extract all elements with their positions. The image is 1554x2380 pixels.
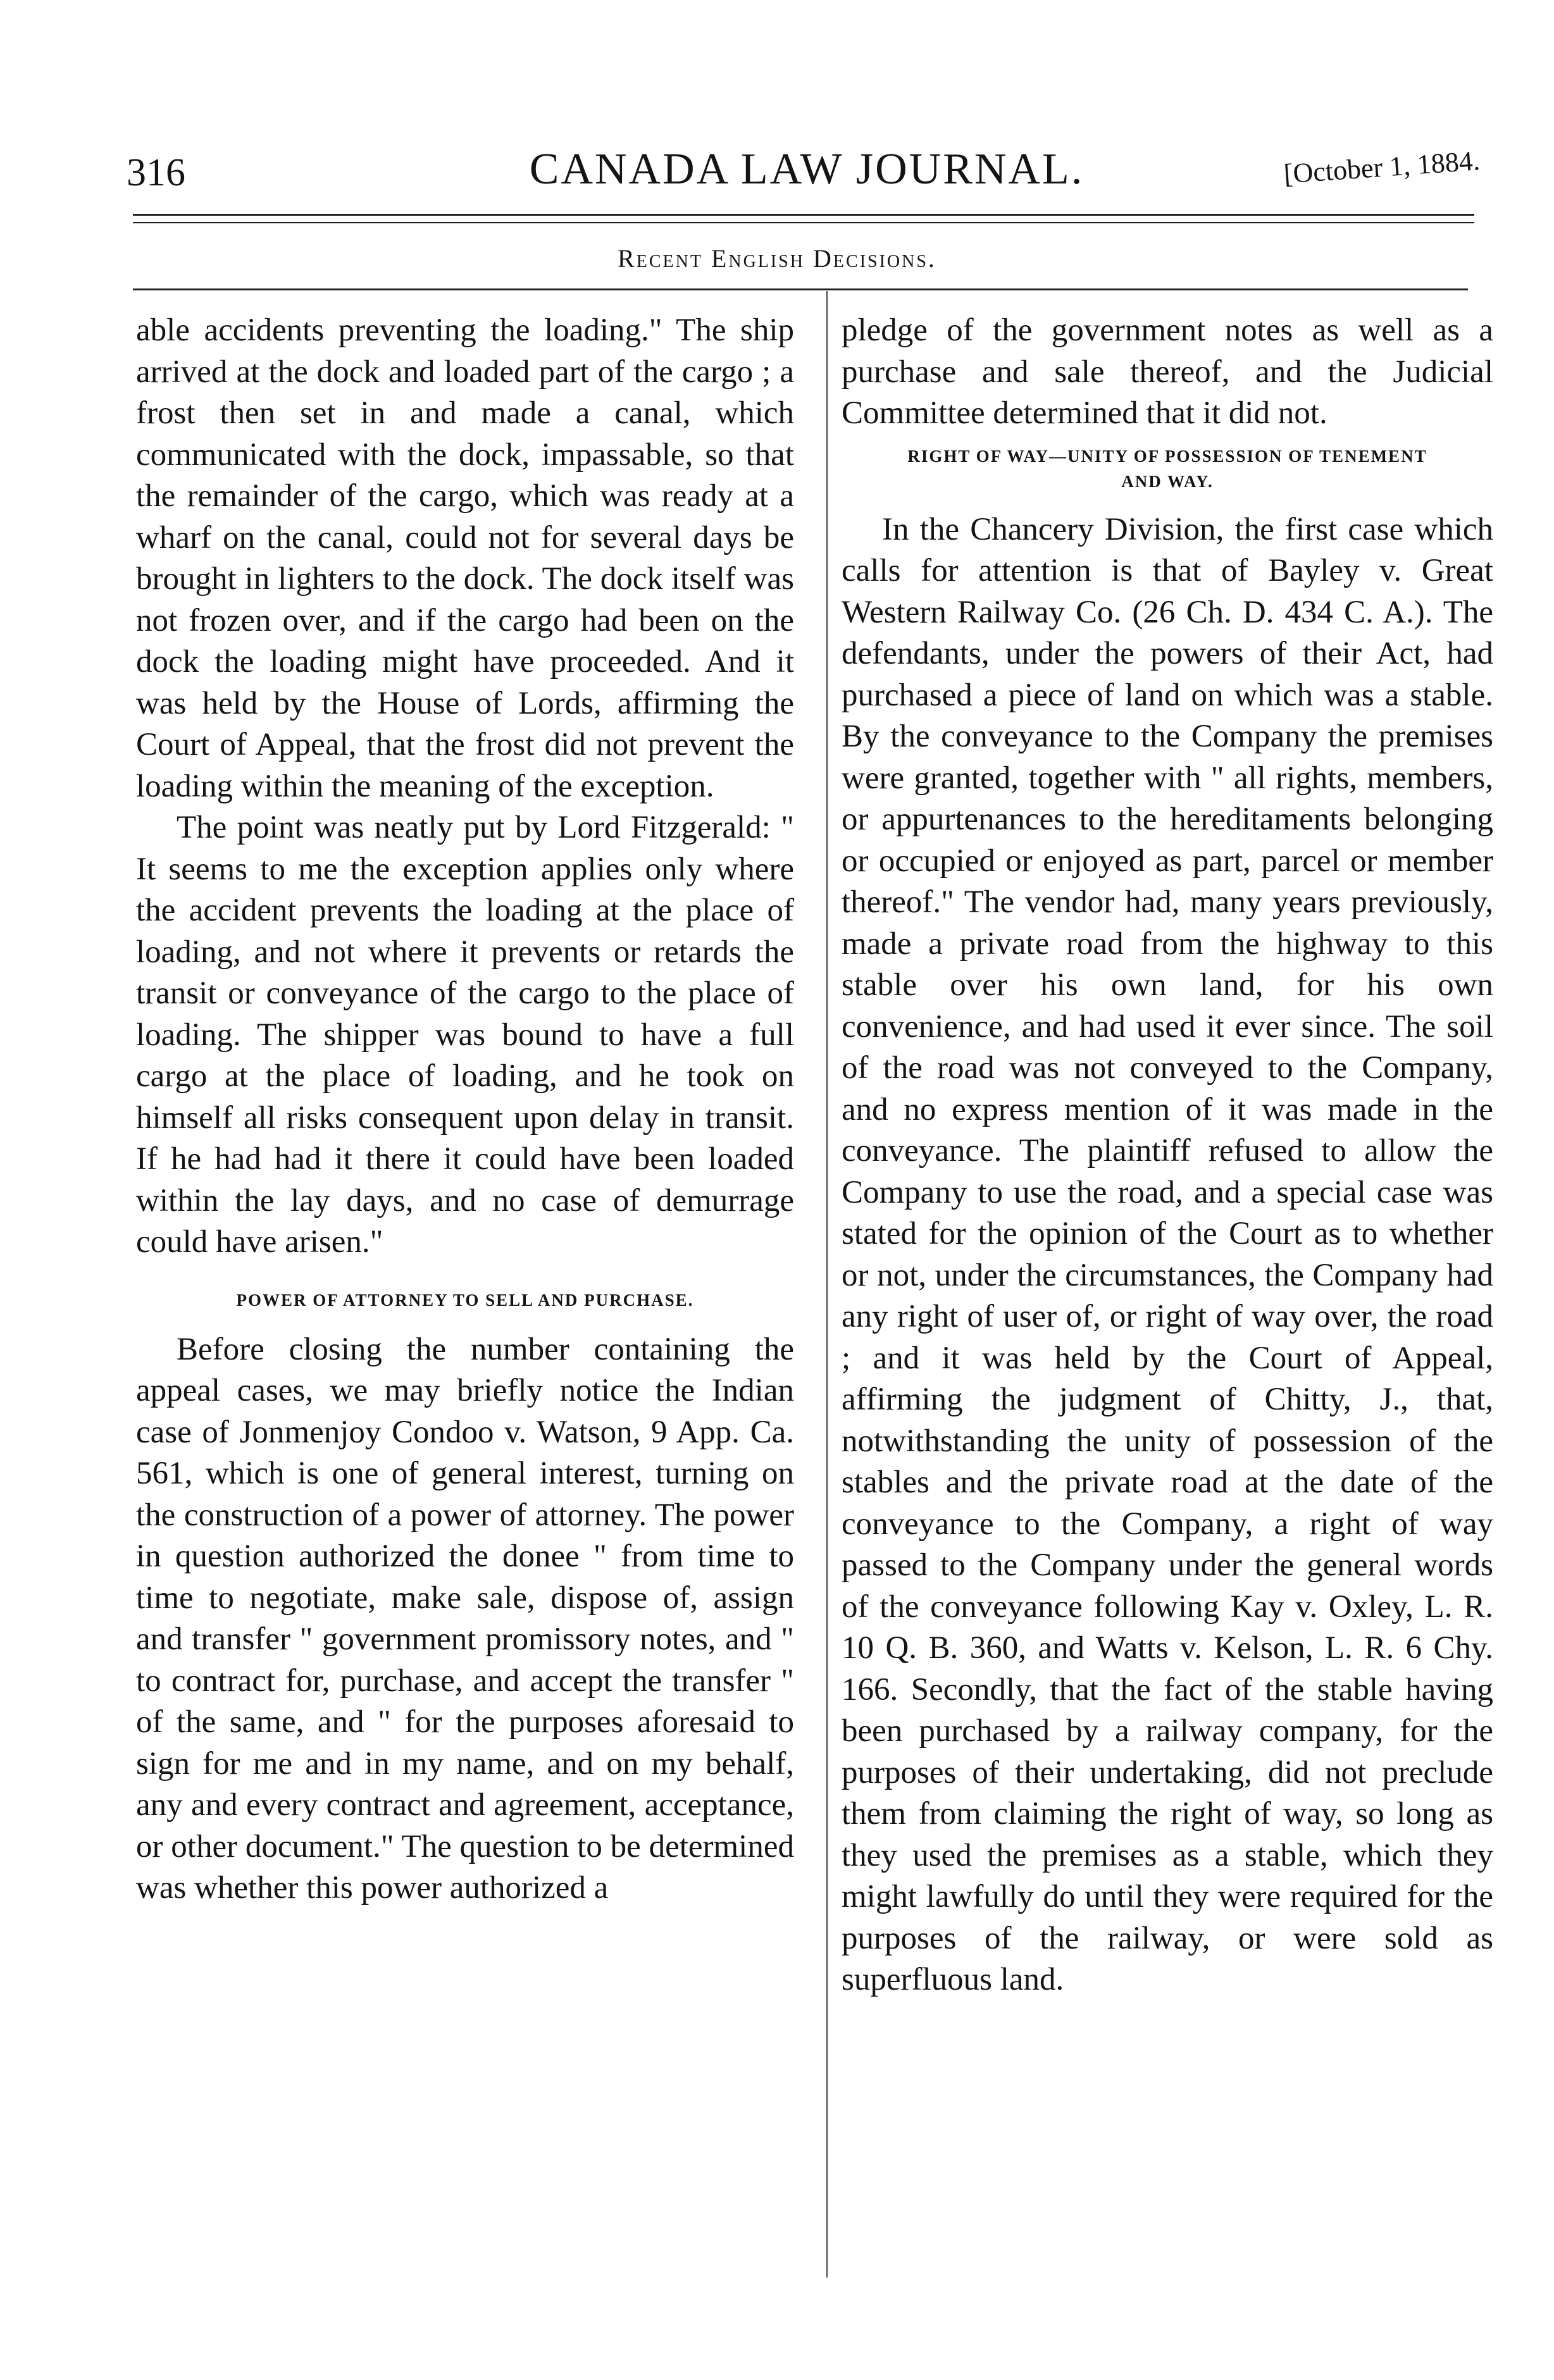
page-number: 316 [127, 151, 185, 194]
subheading-right-of-way [842, 443, 1493, 494]
subheading-power-of-attorney: POWER OF ATTORNEY TO SELL AND PURCHASE. [236, 1290, 694, 1310]
left-paragraph-3: Before closing the number containing the appeal cases, we may briefly notice the Indian case of Jonmenjoy Condoo v. Watson, 9 App. Ca. 561, which is one of general interest, turning on the construction of a power of attorney. The power in question authorized the donee " from time to time to negotiate, make sale, dispose of, assign and transfer " government promissory notes, and " to contract for, purchase, and accept the transfer " of the same, and " for the purposes aforesaid to sign for me and in my name, and on my behalf, any and every contract and agreement, acceptance, or other document." The question to be determined was whether this power authorized a [136, 1331, 794, 1906]
journal-title: CANADA LAW JOURNAL. [529, 145, 1085, 194]
right-paragraph-1: pledge of the government notes as well as a purchase and sale thereof, and the Judicial Committee determined that it did not. [842, 313, 1493, 431]
left-column [136, 310, 794, 1909]
right-column [842, 310, 1493, 2001]
subheading-right-of-way-line-2: AND WAY. [1121, 471, 1214, 491]
right-paragraph-2: In the Chancery Division, the first case which calls for attention is that of Bayley v. Great Western Railway Co. (26 Ch. D. 434 C. A.). The defendants, under the powers of their Act, had purchased a piece of land on which was a stable. By the conveyance to the Company the premises were granted, together with " all rights, members, or appurtenances to the hereditaments belonging or occupied or enjoyed as part, parcel or member thereof." The vendor had, many years previously, made a private road from the highway to this stable over his own land, for his own convenience, and had used it ever since. The soil of the road was not conveyed to the Company, and no express mention of it was made in the conveyance. The plaintiff refused to allow the Company to use the road, and a special case was stated for the opinion of the Court as to whether or not, under the circumstances, the Company had any right of user of, or right of way over, the road ; and it was held by the Court of Appeal, affirming the judgment of Chitty, J., that, notwithstanding the unity of possession of the stables and the private road at the date of the conveyance to the Company, a right of way passed to the Company under the general words of the conveyance following Kay v. Oxley, L. R. 10 Q. B. 360, and Watts v. Kelson, L. R. 6 Chy. 166. Secondly, that the fact of the stable having been purchased by a railway company, for the purposes of their undertaking, did not preclude them from claiming the right of way, so long as they used the premises as a stable, which they might lawfully do until they were required for the purposes of the railway, or were sold as superfluous land. [842, 511, 1493, 1997]
left-paragraph-2: The point was neatly put by Lord Fitzgerald: " It seems to me the exception applies only where the accident prevents the loading at the place of loading, and not where it prevents or retards the transit or conveyance of the cargo to the place of loading. The shipper was bound to have a full cargo at the place of loading, and he took on himself all risks consequent upon delay in transit. If he had had it there it could have been loaded within the lay days, and no case of demurrage could have arisen." [136, 810, 794, 1260]
section-heading: Recent English Decisions. [618, 244, 936, 273]
page-header [127, 144, 1487, 201]
left-paragraph-1: able accidents preventing the loading." The ship arrived at the dock and loaded part of the cargo ; a frost then set in and made a canal, which communicated with the dock, impassable, so that the remainder of the cargo, which was ready at a wharf on the canal, could not for several days be brought in lighters to the dock. The dock itself was not frozen over, and if the cargo had been on the dock the loading might have proceeded. And it was held by the House of Lords, affirming the Court of Appeal, that the frost did not prevent the loading within the meaning of the exception. [136, 313, 794, 804]
column-divider [826, 291, 828, 2278]
header-double-rule [133, 214, 1474, 223]
section-rule [133, 288, 1468, 290]
issue-date: [October 1, 1884. [1282, 145, 1481, 190]
subheading-right-of-way-line-1: RIGHT OF WAY—UNITY OF POSSESSION OF TENEMENT [907, 446, 1427, 466]
